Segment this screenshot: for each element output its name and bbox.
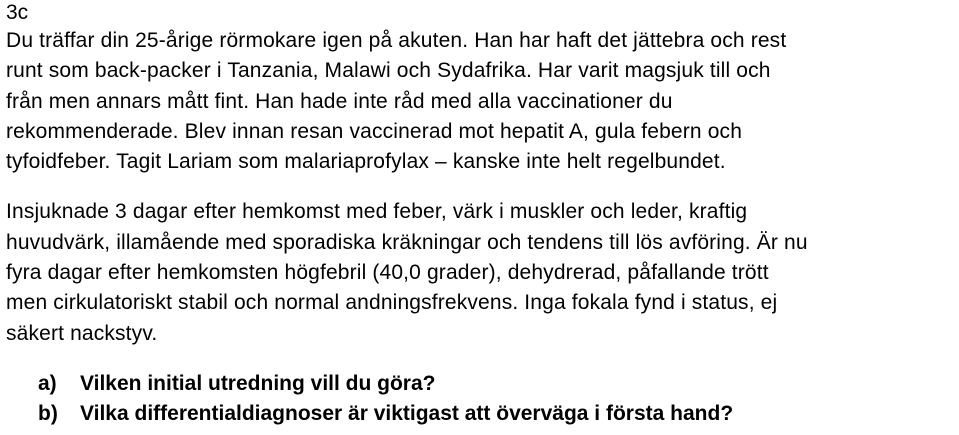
paragraph-line: Insjuknade 3 dagar efter hemkomst med feber, värk i muskler och leder, kraftig: [6, 200, 748, 224]
case-paragraph-2: [6, 197, 956, 348]
paragraph-line: men cirkulatoriskt stabil och normal andningsfrekvens. Inga fokala fynd i status, ej: [6, 291, 778, 315]
question-list: [6, 369, 956, 429]
paragraph-line: rekommenderade. Blev innan resan vaccinerad mot hepatit A, gula febern och: [6, 119, 743, 143]
paragraph-line: Du träffar din 25-årige rörmokare igen på akuten. Han har haft det jättebra och rest: [6, 29, 787, 52]
question-b: [38, 399, 956, 429]
paragraph-line: runt som back-packer i Tanzania, Malawi och Sydafrika. Har varit magsjuk till och: [6, 59, 771, 83]
paragraph-line: huvudvärk, illamående med sporadiska kräkningar och tendens till lös avföring. Är nu: [6, 230, 808, 254]
question-a: [38, 369, 956, 399]
question-marker: b): [38, 401, 58, 425]
document-page: [6, 0, 956, 429]
question-text: Vilken initial utredning vill du göra?: [80, 371, 436, 395]
question-marker: a): [38, 371, 57, 395]
question-text: Vilka differentialdiagnoser är viktigast att överväga i första hand?: [80, 401, 734, 425]
question-id: 3c: [6, 1, 29, 24]
case-paragraph-1: [6, 26, 956, 177]
paragraph-line: fyra dagar efter hemkomsten högfebril (40,0 grader), dehydrerad, påfallande trött: [6, 261, 769, 285]
paragraph-line: från men annars mått fint. Han hade inte råd med alla vaccinationer du: [6, 89, 673, 113]
paragraph-line: säkert nackstyv.: [6, 321, 158, 345]
paragraph-line: tyfoidfeber. Tagit Lariam som malariaprofylax – kanske inte helt regelbundet.: [6, 150, 726, 174]
